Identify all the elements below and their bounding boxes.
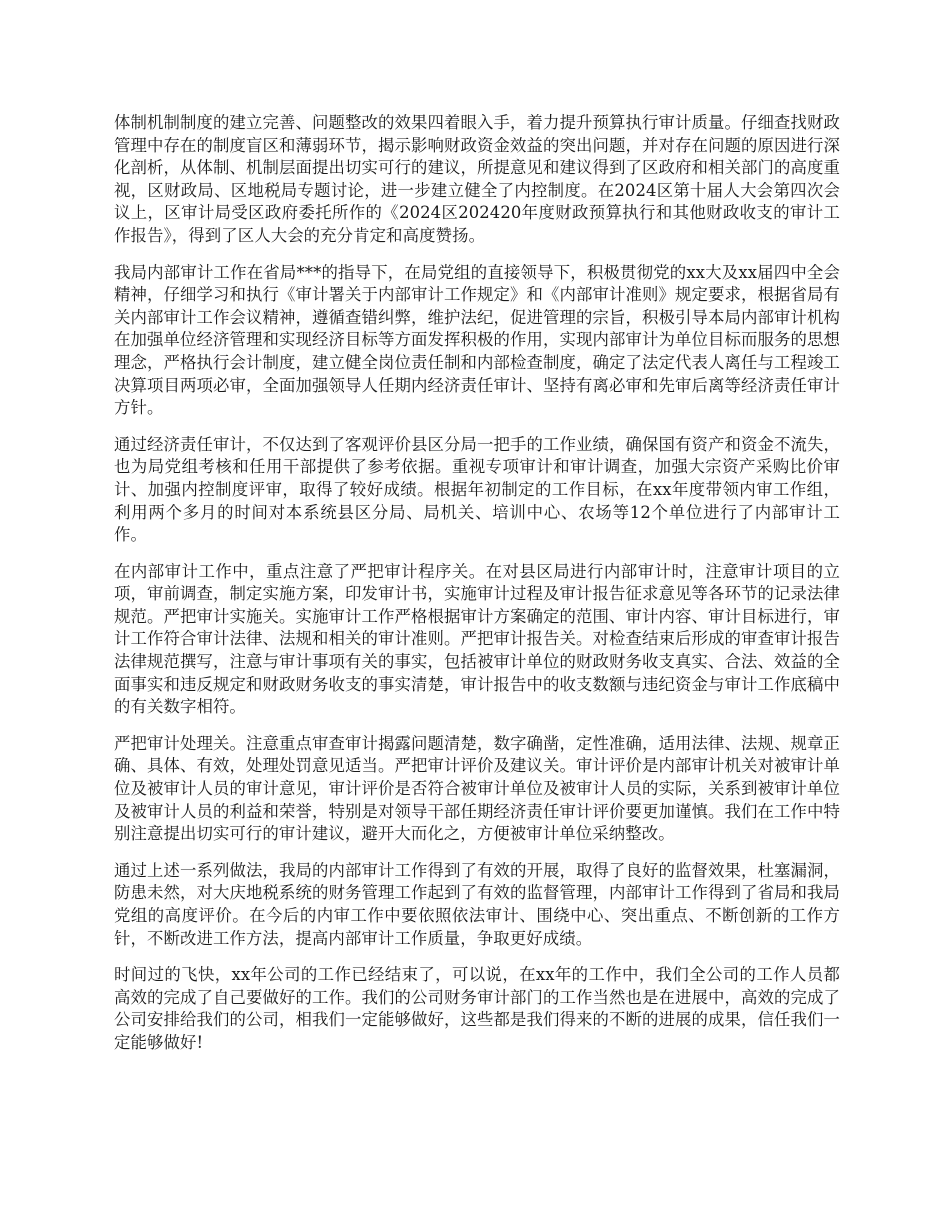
paragraph-internal-audit-guidance: 我局内部审计工作在省局***的指导下，在局党组的直接领导下，积极贯彻党的xx大及xx届四中全会精神，仔细学习和执行《审计署关于内部审计工作规定》和《内部审计准则》规定要求，根据省局有关内部审计工作会议精神，遵循查错纠弊，维护法纪，促进管理的宗旨，积极引导本局内部审计机构在加强单位经济管理和实现经济目标等方面发挥积极的作用，实现内部审计为单位目标而服务的思想理念，严格执行会计制度，建立健全岗位责任制和内部检查制度，确定了法定代表人离任与工程竣工决算项目两项必审，全面加强领导人任期内经济责任审计、坚持有离必审和先审后离等经济责任审计方针。 [114,262,840,418]
paragraph-audit-procedure: 在内部审计工作中，重点注意了严把审计程序关。在对县区局进行内部审计时，注意审计项目的立项，审前调查，制定实施方案，印发审计书，实施审计过程及审计报告征求意见等各环节的记录法律规范。严把审计实施关。实施审计工作严格根据审计方案确定的范围、审计内容、审计目标进行，审计工作符合审计法律、法规和相关的审计准则。严把审计报告关。对检查结束后形成的审查审计报告法律规范撰写，注意与审计事项有关的事实，包括被审计单位的财政财务收支真实、合法、效益的全面事实和违反规定和财政财务收支的事实清楚，审计报告中的收支数额与违纪资金与审计工作底稿中的有关数字相符。 [114,561,840,717]
document-body [114,112,840,1069]
paragraph-economic-responsibility-audit: 通过经济责任审计，不仅达到了客观评价县区分局一把手的工作业绩，确保国有资产和资金不流失，也为局党组考核和任用干部提供了参考依据。重视专项审计和审计调查，加强大宗资产采购比价审计、加强内控制度评审，取得了较好成绩。根据年初制定的工作目标，在xx年度带领内审工作组，利用两个多月的时间对本系统县区分局、局机关、培训中心、农场等12个单位进行了内部审计工作。 [114,434,840,545]
paragraph-year-summary: 时间过的飞快，xx年公司的工作已经结束了，可以说，在xx年的工作中，我们全公司的工作人员都高效的完成了自己要做好的工作。我们的公司财务审计部门的工作当然也是在进展中，高效的完成了公司安排给我们的公司，相我们一定能够做好，这些都是我们得来的不断的进展的成果，信任我们一定能够做好! [114,965,840,1052]
paragraph-budget-audit: 体制机制制度的建立完善、问题整改的效果四着眼入手，着力提升预算执行审计质量。仔细查找财政管理中存在的制度盲区和薄弱环节，揭示影响财政资金效益的突出问题，并对存在问题的原因进行深化剖析，从体制、机制层面提出切实可行的建议，所提意见和建议得到了区政府和相关部门的高度重视，区财政局、区地税局专题讨论，进一步建立健全了内控制度。在2024区第十届人大会第四次会议上，区审计局受区政府委托所作的《2024区202420年度财政预算执行和其他财政收支的审计工作报告》，得到了区人大会的充分肯定和高度赞扬。 [114,113,840,245]
paragraph-audit-results: 通过上述一系列做法，我局的内部审计工作得到了有效的开展，取得了良好的监督效果，杜塞漏洞，防患未然，对大庆地税系统的财务管理工作起到了有效的监督管理，内部审计工作得到了省局和我局党组的高度评价。在今后的内审工作中要依照依法审计、围绕中心、突出重点、不断创新的工作方针，不断改进工作方法，提高内部审计工作质量，争取更好成绩。 [114,860,840,948]
paragraph-audit-handling: 严把审计处理关。注意重点审查审计揭露问题清楚，数字确凿，定性准确，适用法律、法规、规章正确、具体、有效，处理处罚意见适当。严把审计评价及建议关。审计评价是内部审计机关对被审计单位及被审计人员的审计意见，审计评价是否符合被审计单位及被审计人员的实际，关系到被审计单位及被审计人员的利益和荣誉，特别是对领导干部任期经济责任审计评价要更加谨慎。我们在工作中特别注意提出切实可行的审计建议，避开大而化之，方便被审计单位采纳整改。 [114,733,840,844]
